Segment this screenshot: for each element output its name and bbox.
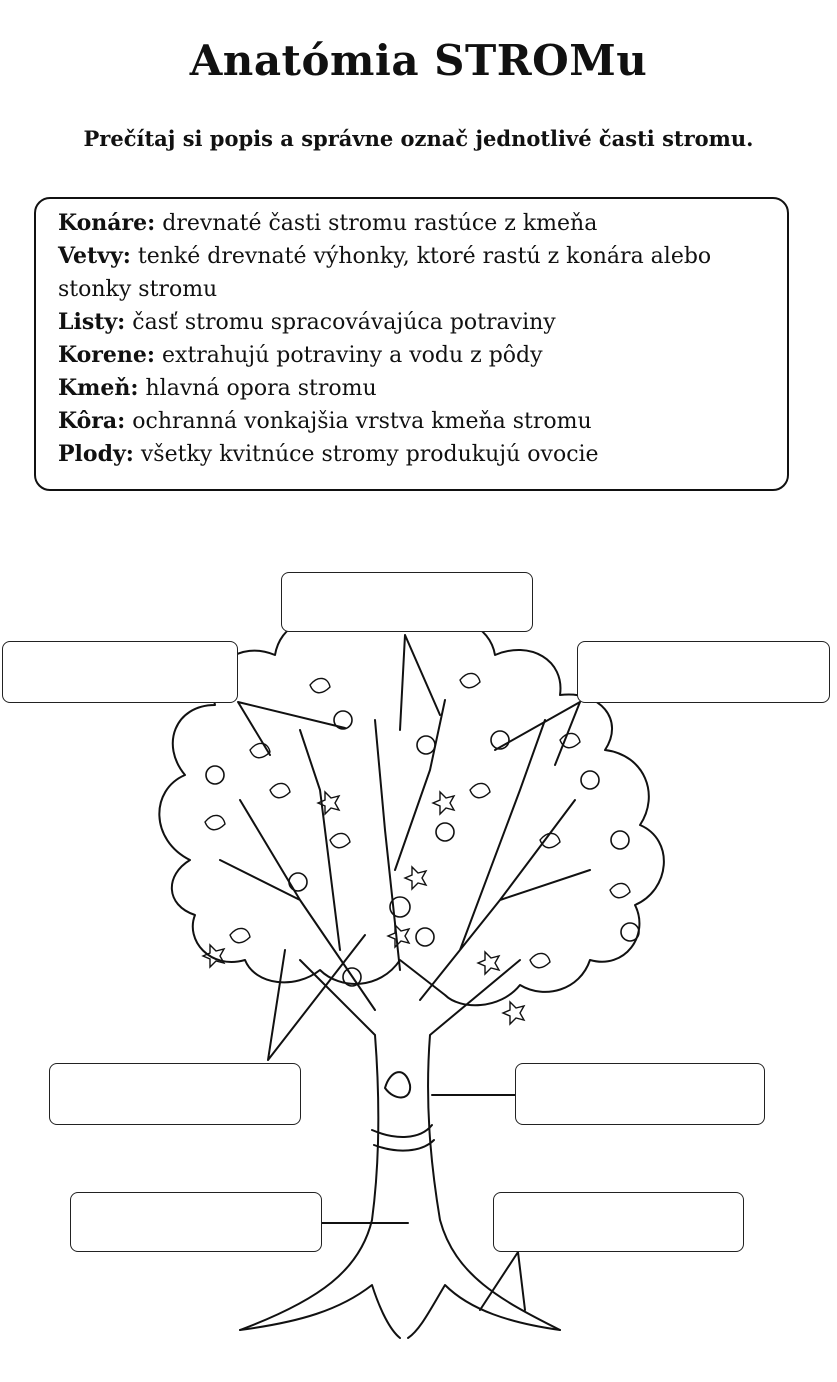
leader-top: [400, 635, 440, 730]
definition-trunk: [58, 372, 765, 405]
leaves: [205, 673, 630, 967]
flower: [388, 925, 409, 947]
definition-term: Korene:: [58, 342, 156, 368]
flower: [478, 952, 499, 974]
fruit: [416, 928, 434, 946]
definition-term: Vetvy:: [58, 243, 131, 269]
label-box-top-left[interactable]: [2, 641, 238, 703]
trunk-outline: [240, 960, 560, 1330]
fruit: [611, 831, 629, 849]
definition-term: Konáre:: [58, 210, 156, 236]
definition-text: časť stromu spracovávajúca potraviny: [132, 310, 556, 335]
trunk-knot: [385, 1072, 410, 1097]
page-title: Anatómia STROMu: [189, 36, 648, 85]
root-right: [408, 1285, 560, 1338]
label-box-top-right[interactable]: [577, 641, 830, 703]
label-box-bottom-left[interactable]: [70, 1192, 322, 1252]
leader-mid-left: [268, 935, 365, 1060]
definition-term: Kôra:: [58, 408, 126, 434]
definition-term: Plody:: [58, 441, 134, 467]
flower: [433, 792, 454, 814]
leaf: [460, 673, 480, 687]
label-box-bottom-right[interactable]: [493, 1192, 744, 1252]
leaf: [310, 678, 330, 692]
definition-term: Kmeň:: [58, 375, 139, 401]
leaf: [330, 833, 350, 847]
flower: [203, 945, 224, 967]
definition-text: extrahujú potraviny a vodu z pôdy: [162, 343, 543, 368]
leaf: [540, 833, 560, 847]
branch-right: [420, 720, 590, 1000]
leader-top-left: [238, 702, 345, 755]
definitions-box: [34, 197, 789, 491]
definition-text: hlavná opora stromu: [145, 376, 377, 401]
leaf: [560, 733, 580, 747]
leader-bottom-right: [480, 1252, 525, 1310]
fruit: [581, 771, 599, 789]
label-box-middle-left[interactable]: [49, 1063, 301, 1125]
flower: [503, 1002, 524, 1024]
leaf: [270, 783, 290, 797]
fruits: [206, 711, 639, 986]
fruit: [289, 873, 307, 891]
definition-twigs: [58, 240, 765, 306]
fruit: [621, 923, 639, 941]
label-box-middle-right[interactable]: [515, 1063, 765, 1125]
leaf: [610, 883, 630, 897]
definition-bark: [58, 405, 765, 438]
definition-text: tenké drevnaté výhonky, ktoré rastú z konára alebo stonky stromu: [58, 244, 712, 302]
leaf: [205, 815, 225, 829]
label-box-top[interactable]: [281, 572, 533, 632]
definition-term: Listy:: [58, 309, 126, 335]
definition-roots: [58, 339, 765, 372]
fruit: [436, 823, 454, 841]
flower: [405, 867, 426, 889]
leaf: [230, 928, 250, 942]
definition-leaves: [58, 306, 765, 339]
definition-text: ochranná vonkajšia vrstva kmeňa stromu: [132, 409, 592, 434]
leaf: [530, 953, 550, 967]
instruction-text: Prečítaj si popis a správne označ jednotlivé časti stromu.: [83, 126, 754, 151]
definition-text: všetky kvitnúce stromy produkujú ovocie: [140, 442, 599, 467]
definition-text: drevnaté časti stromu rastúce z kmeňa: [162, 211, 598, 236]
fruit: [417, 736, 435, 754]
definition-branches: [58, 207, 765, 240]
bark-band: [372, 1125, 434, 1151]
root-left: [240, 1285, 400, 1338]
fruit: [206, 766, 224, 784]
fruit: [334, 711, 352, 729]
definition-fruit: [58, 438, 765, 471]
leaf: [470, 783, 490, 797]
